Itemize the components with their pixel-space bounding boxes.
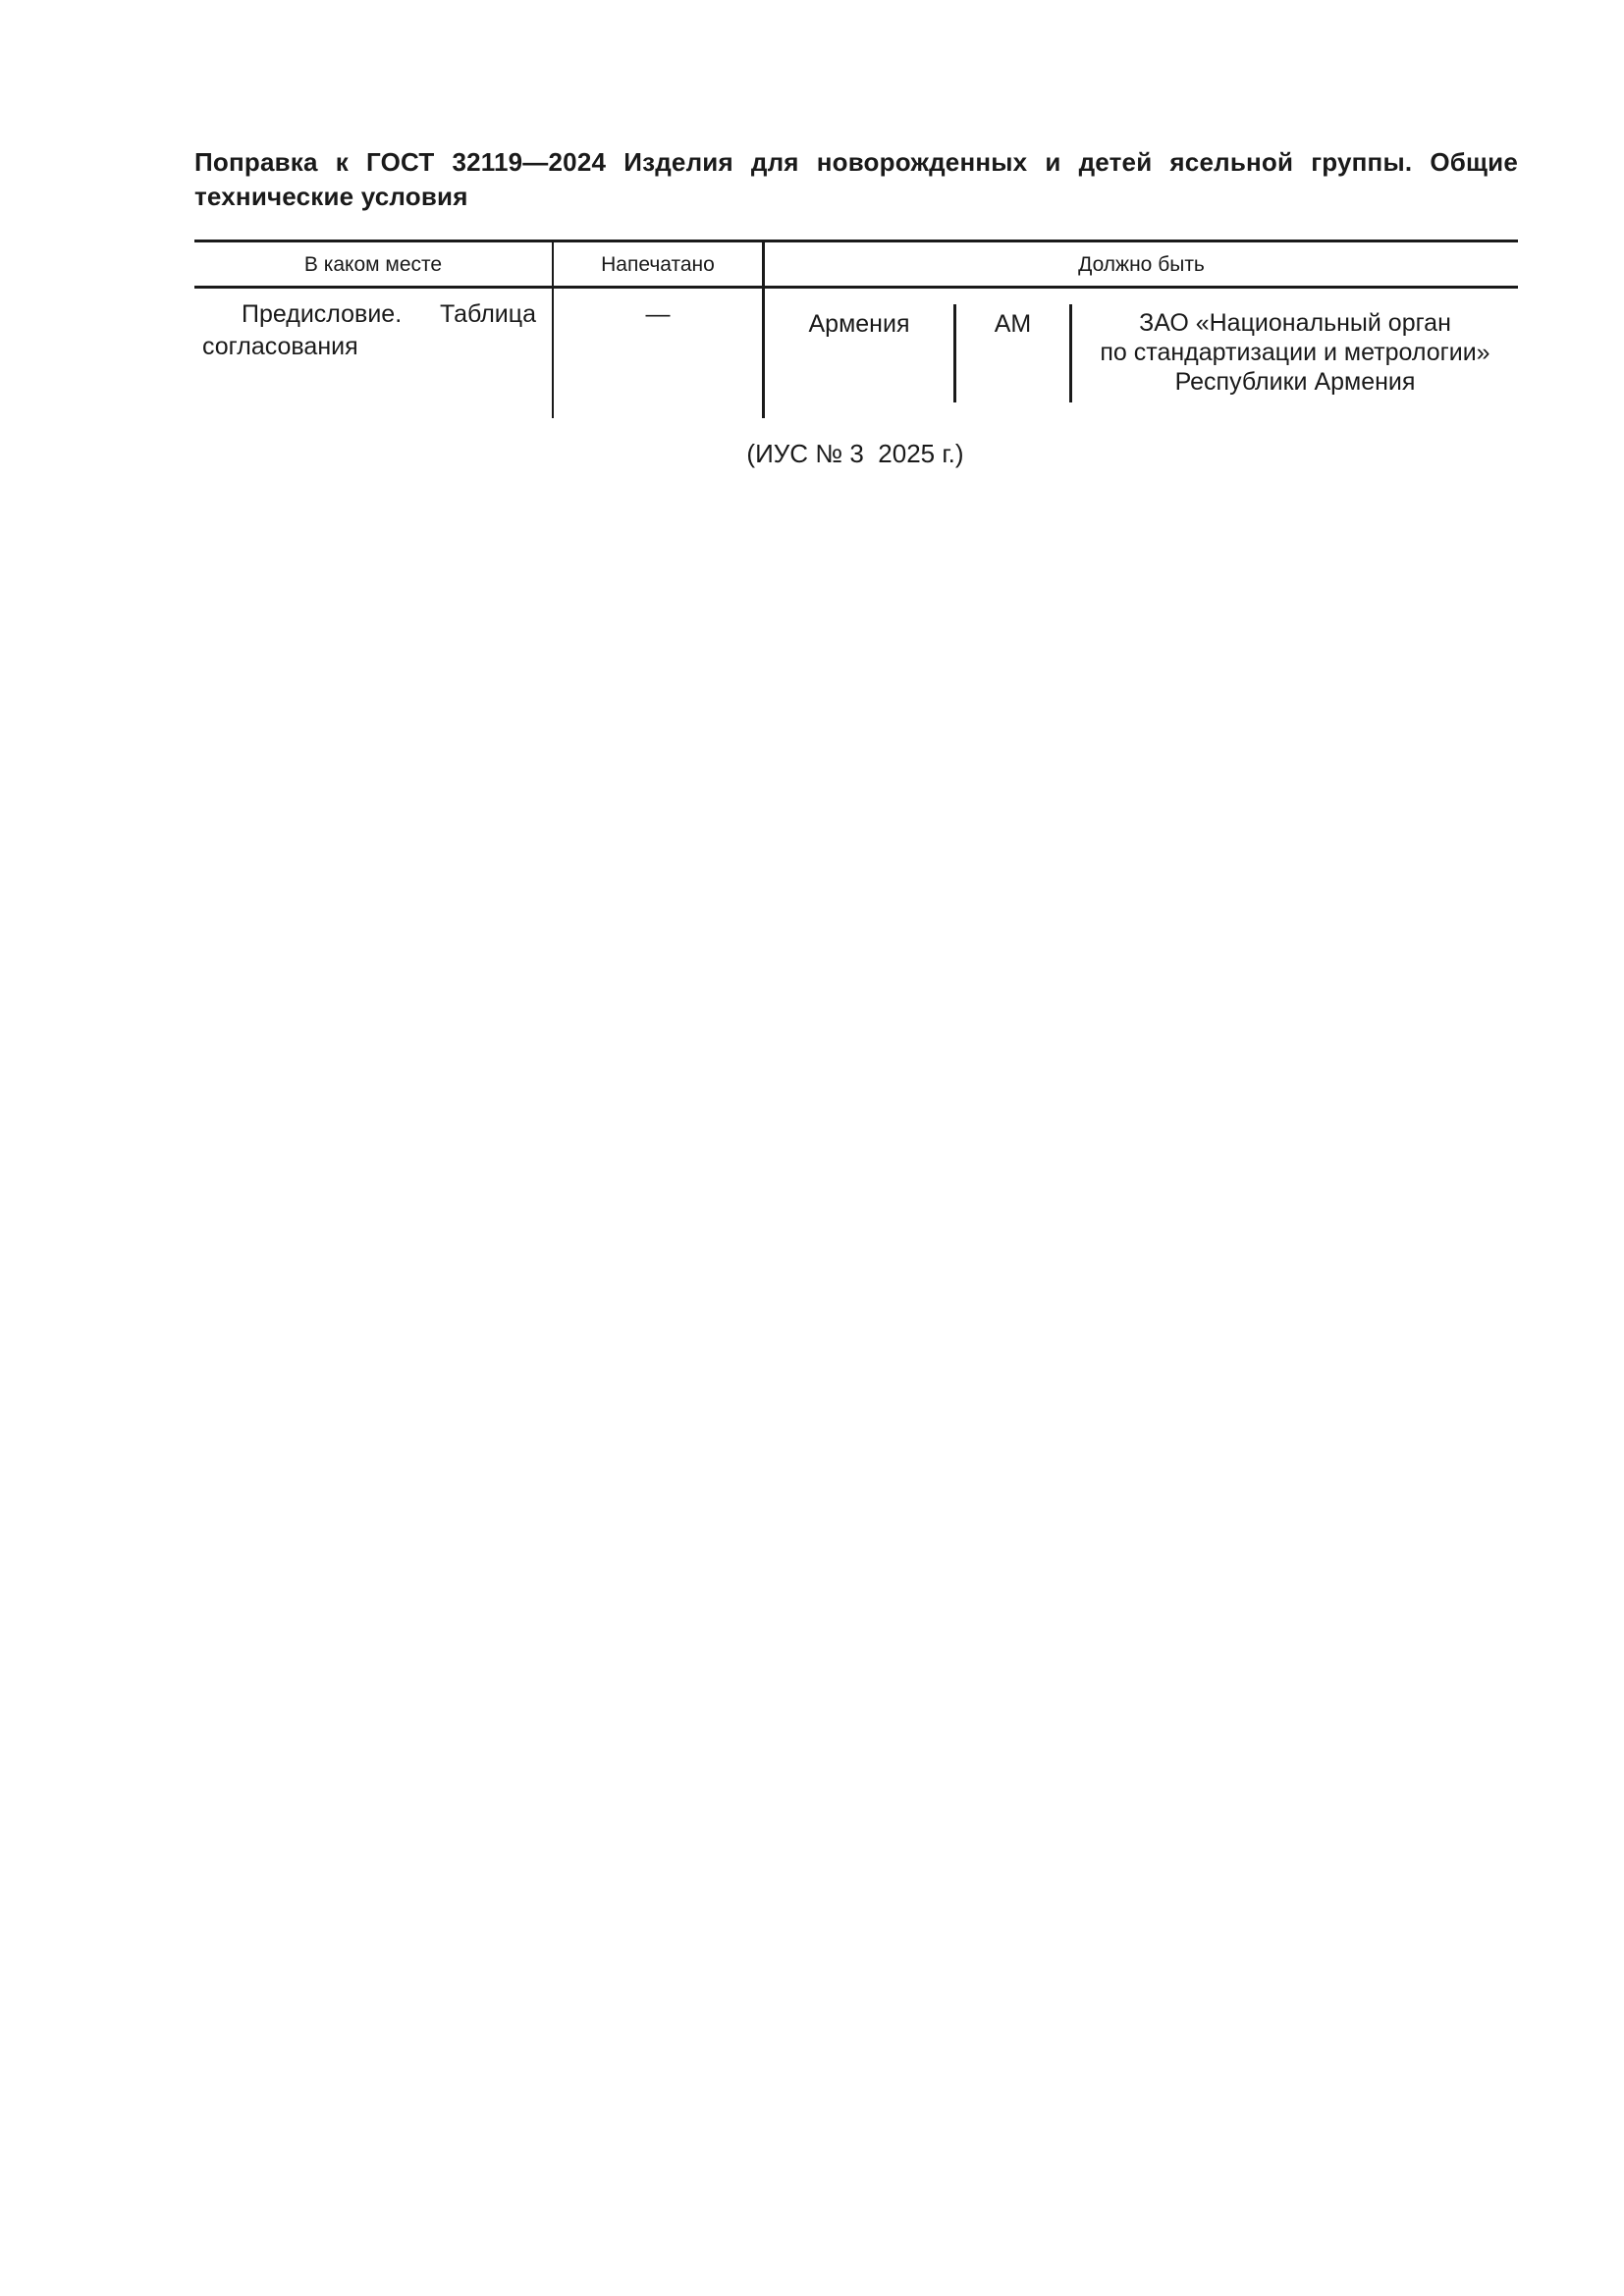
header-printed: Напечатано (601, 253, 715, 276)
organization-line-2: по стандартизации и метрологии» (1100, 339, 1490, 366)
header-where: В каком месте (303, 253, 443, 276)
document-title-line-2: технические условия (194, 182, 468, 211)
publication-reference: (ИУС № 3 2025 г.) (746, 439, 964, 468)
organization-line-1: ЗАО «Национальный орган (1139, 309, 1451, 337)
cell-country: Армения (808, 310, 910, 338)
document-title-line-1: Поправка к ГОСТ 32119—2024 Изделия для новорожденных и детей ясельной группы. Общие (194, 147, 1518, 177)
organization-line-3: Республики Армения (1174, 368, 1416, 396)
cell-printed: — (645, 300, 671, 328)
cell-where: Предисловие. Таблица согласования (202, 300, 536, 360)
cell-country-code: AM (994, 310, 1032, 338)
header-should-be: Должно быть (1078, 253, 1205, 276)
